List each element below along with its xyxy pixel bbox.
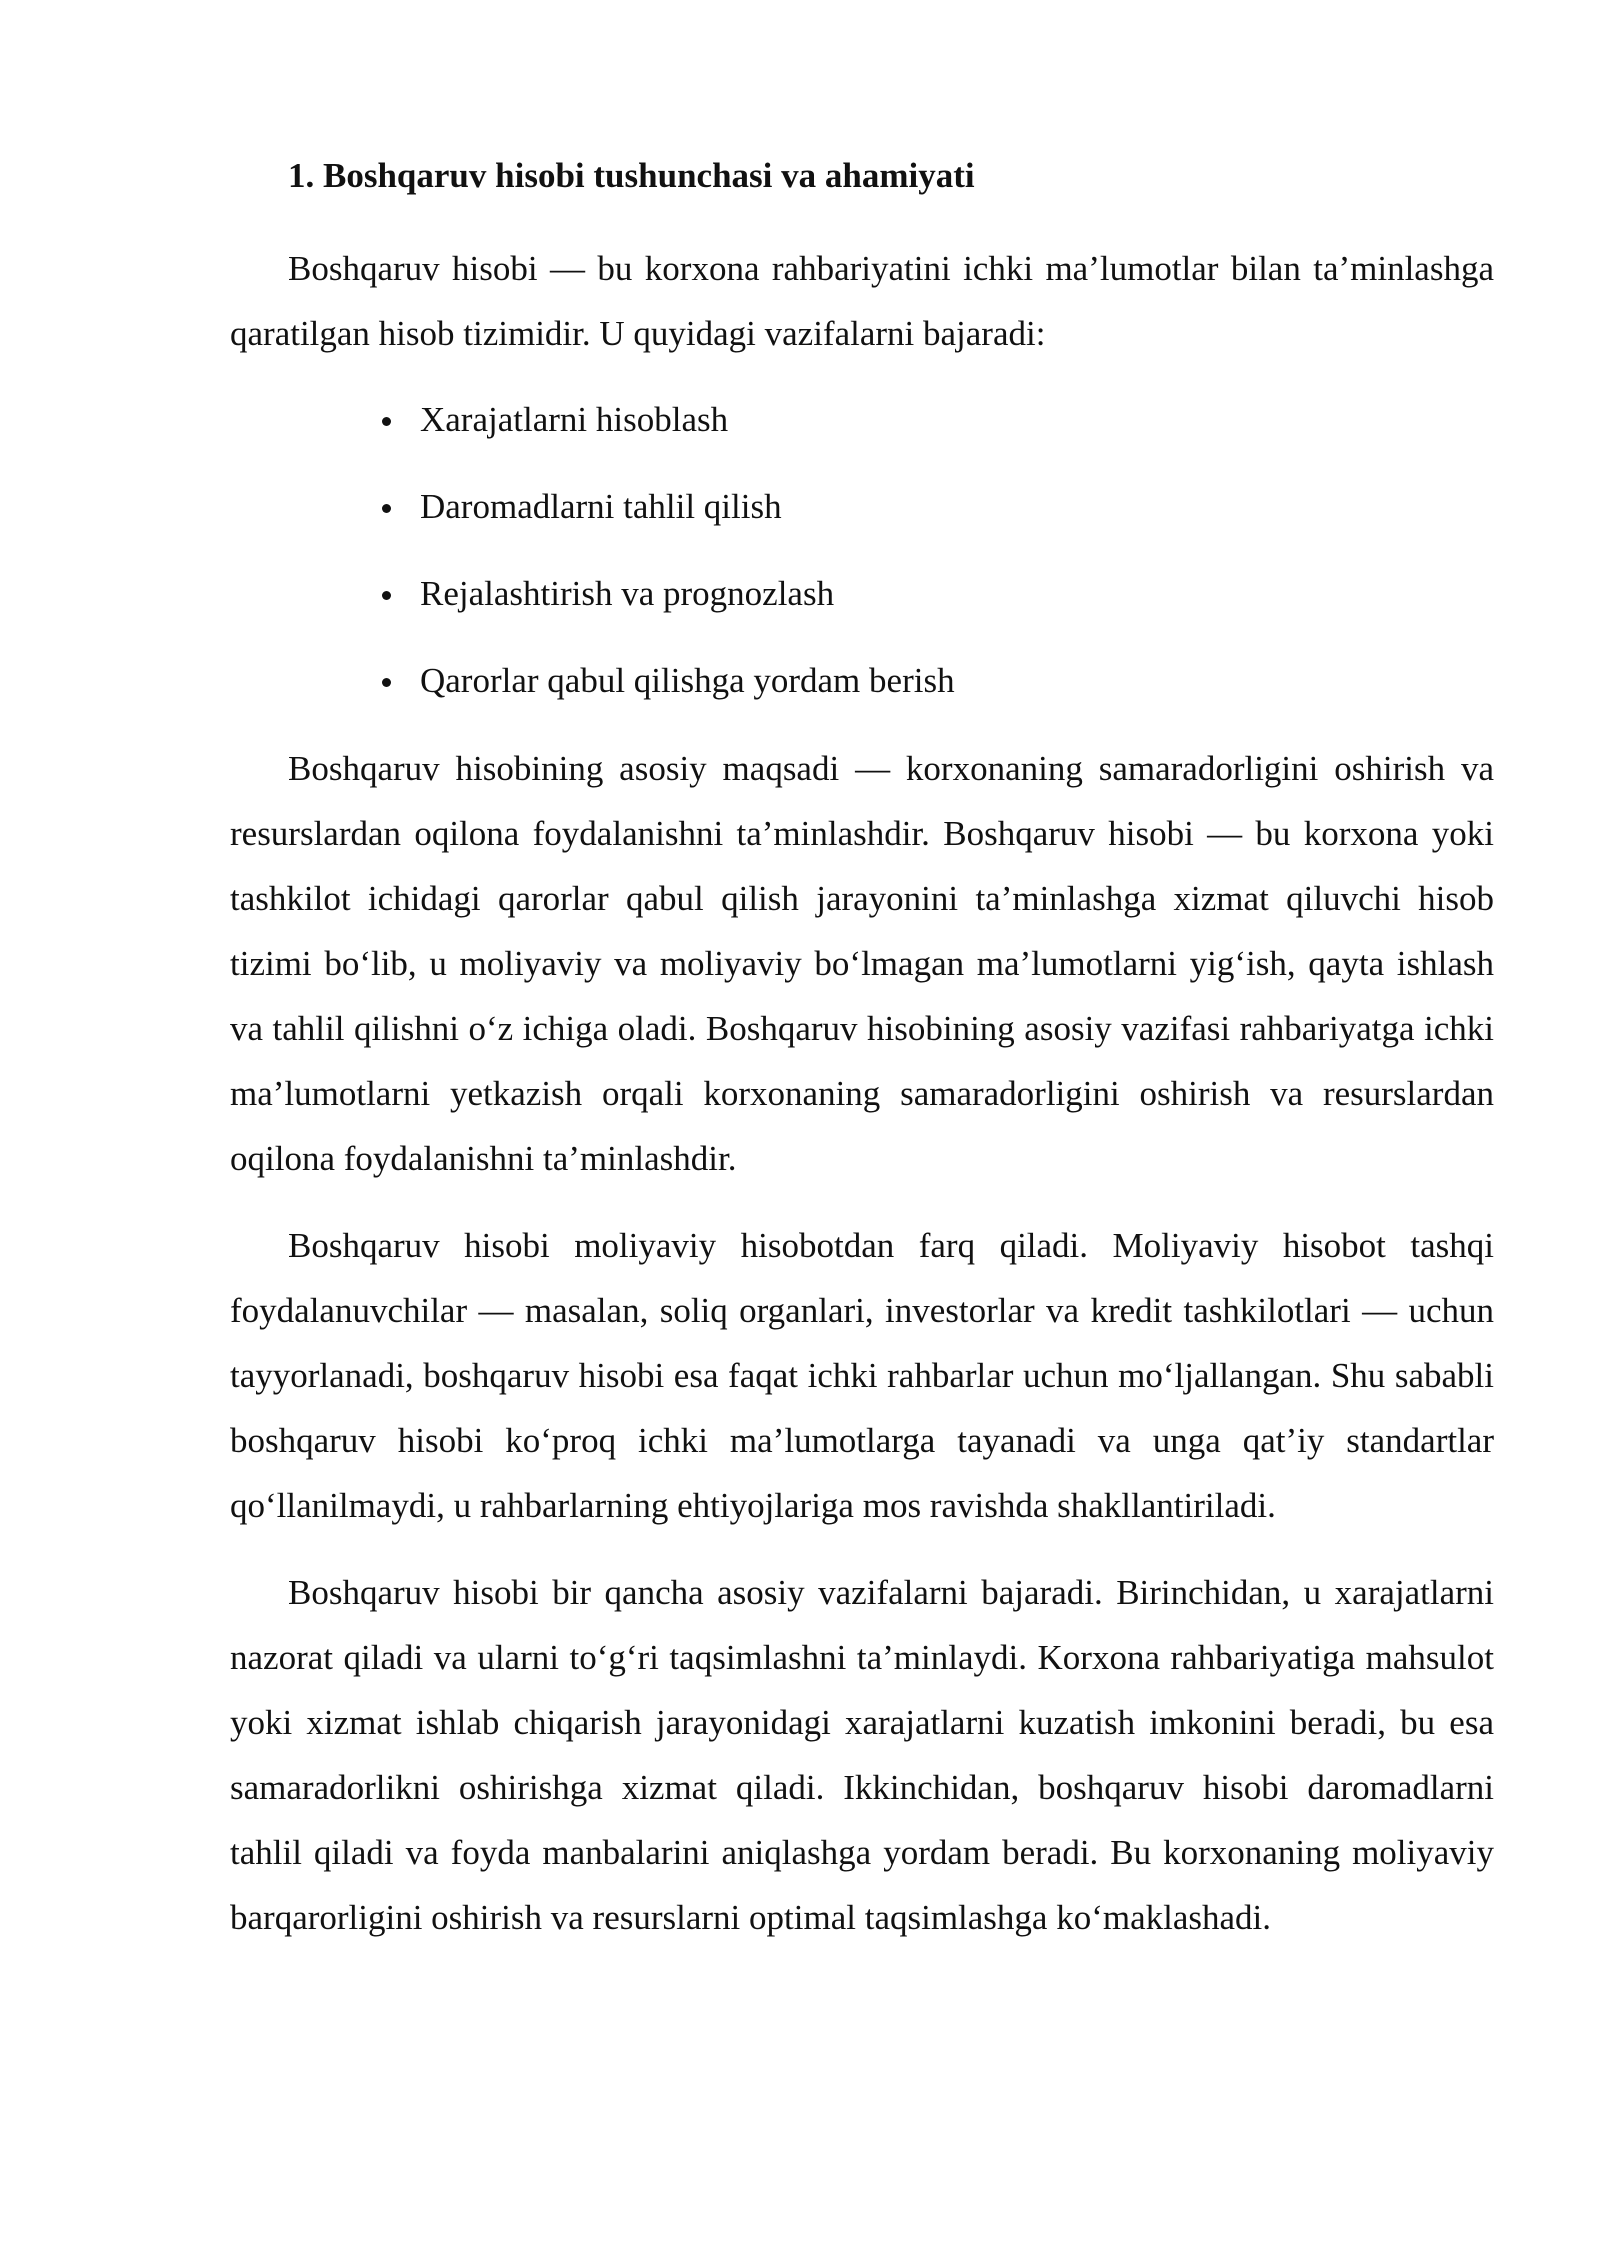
body-paragraph: Boshqaruv hisobi bir qancha asosiy vazifalarni bajaradi. Birinchidan, u xarajatlarni nazorat qiladi va ularni to‘g‘ri taqsimlashni ta’minlaydi. Korxona rahbariyatiga mahsulot yoki xizmat ishlab chiqarish jarayonidagi xarajatlarni kuzatish imkonini beradi, bu esa samaradorlikni oshirishga xizmat qiladi. Ikkinchidan, boshqaruv hisobi daromadlarni tahlil qiladi va foyda manbalarini aniqlashga yordam beradi. Bu korxonaning moliyaviy barqarorligini oshirish va resurslarni optimal taqsimlashga ko‘maklashadi. xyxy=(230,1573,1494,1937)
body-paragraph: Boshqaruv hisobining asosiy maqsadi — korxonaning samaradorligini oshirish va resurslardan oqilona foydalanishni ta’minlashdir. Boshqaruv hisobi — bu korxona yoki tashkilot ichidagi qarorlar qabul qilish jarayonini ta’minlashga xizmat qiluvchi hisob tizimi bo‘lib, u moliyaviy va moliyaviy bo‘lmagan ma’lumotlarni yig‘ish, qayta ishlash va tahlil qilishni o‘z ichiga oladi. Boshqaruv hisobining asosiy vazifasi rahbariyatga ichki ma’lumotlarni yetkazish orqali korxonaning samaradorligini oshirish va resurslardan oqilona foydalanishni ta’minlashdir. xyxy=(230,749,1494,1178)
list-item xyxy=(382,388,1494,452)
bullet-icon xyxy=(382,504,391,513)
intro-paragraph: Boshqaruv hisobi — bu korxona rahbariyatini ichki ma’lumotlar bilan ta’minlashga qaratilgan hisob tizimidir. U quyidagi vazifalarni bajaradi: xyxy=(230,249,1494,353)
bullet-icon xyxy=(382,678,391,687)
list-item xyxy=(382,475,1494,539)
document-body xyxy=(230,150,1494,1950)
section-heading: 1. Boshqaruv hisobi tushunchasi va ahamiyati xyxy=(288,156,975,195)
bullet-icon xyxy=(382,417,391,426)
list-item-text: Daromadlarni tahlil qilish xyxy=(420,487,782,526)
list-item xyxy=(382,562,1494,626)
body-paragraph: Boshqaruv hisobi moliyaviy hisobotdan farq qiladi. Moliyaviy hisobot tashqi foydalanuvchilar — masalan, soliq organlari, investorlar va kredit tashkilotlari — uchun tayyorlanadi, boshqaruv hisobi esa faqat ichki rahbarlar uchun mo‘ljallangan. Shu sababli boshqaruv hisobi ko‘proq ichki ma’lumotlarga tayanadi va unga qat’iy standartlar qo‘llanilmaydi, u rahbarlarning ehtiyojlariga mos ravishda shakllantiriladi. xyxy=(230,1226,1494,1525)
task-list xyxy=(230,388,1494,713)
list-item xyxy=(382,649,1494,713)
list-item-text: Xarajatlarni hisoblash xyxy=(420,400,729,439)
list-item-text: Rejalashtirish va prognozlash xyxy=(420,574,835,613)
bullet-icon xyxy=(382,591,391,600)
list-item-text: Qarorlar qabul qilishga yordam berish xyxy=(420,661,955,700)
